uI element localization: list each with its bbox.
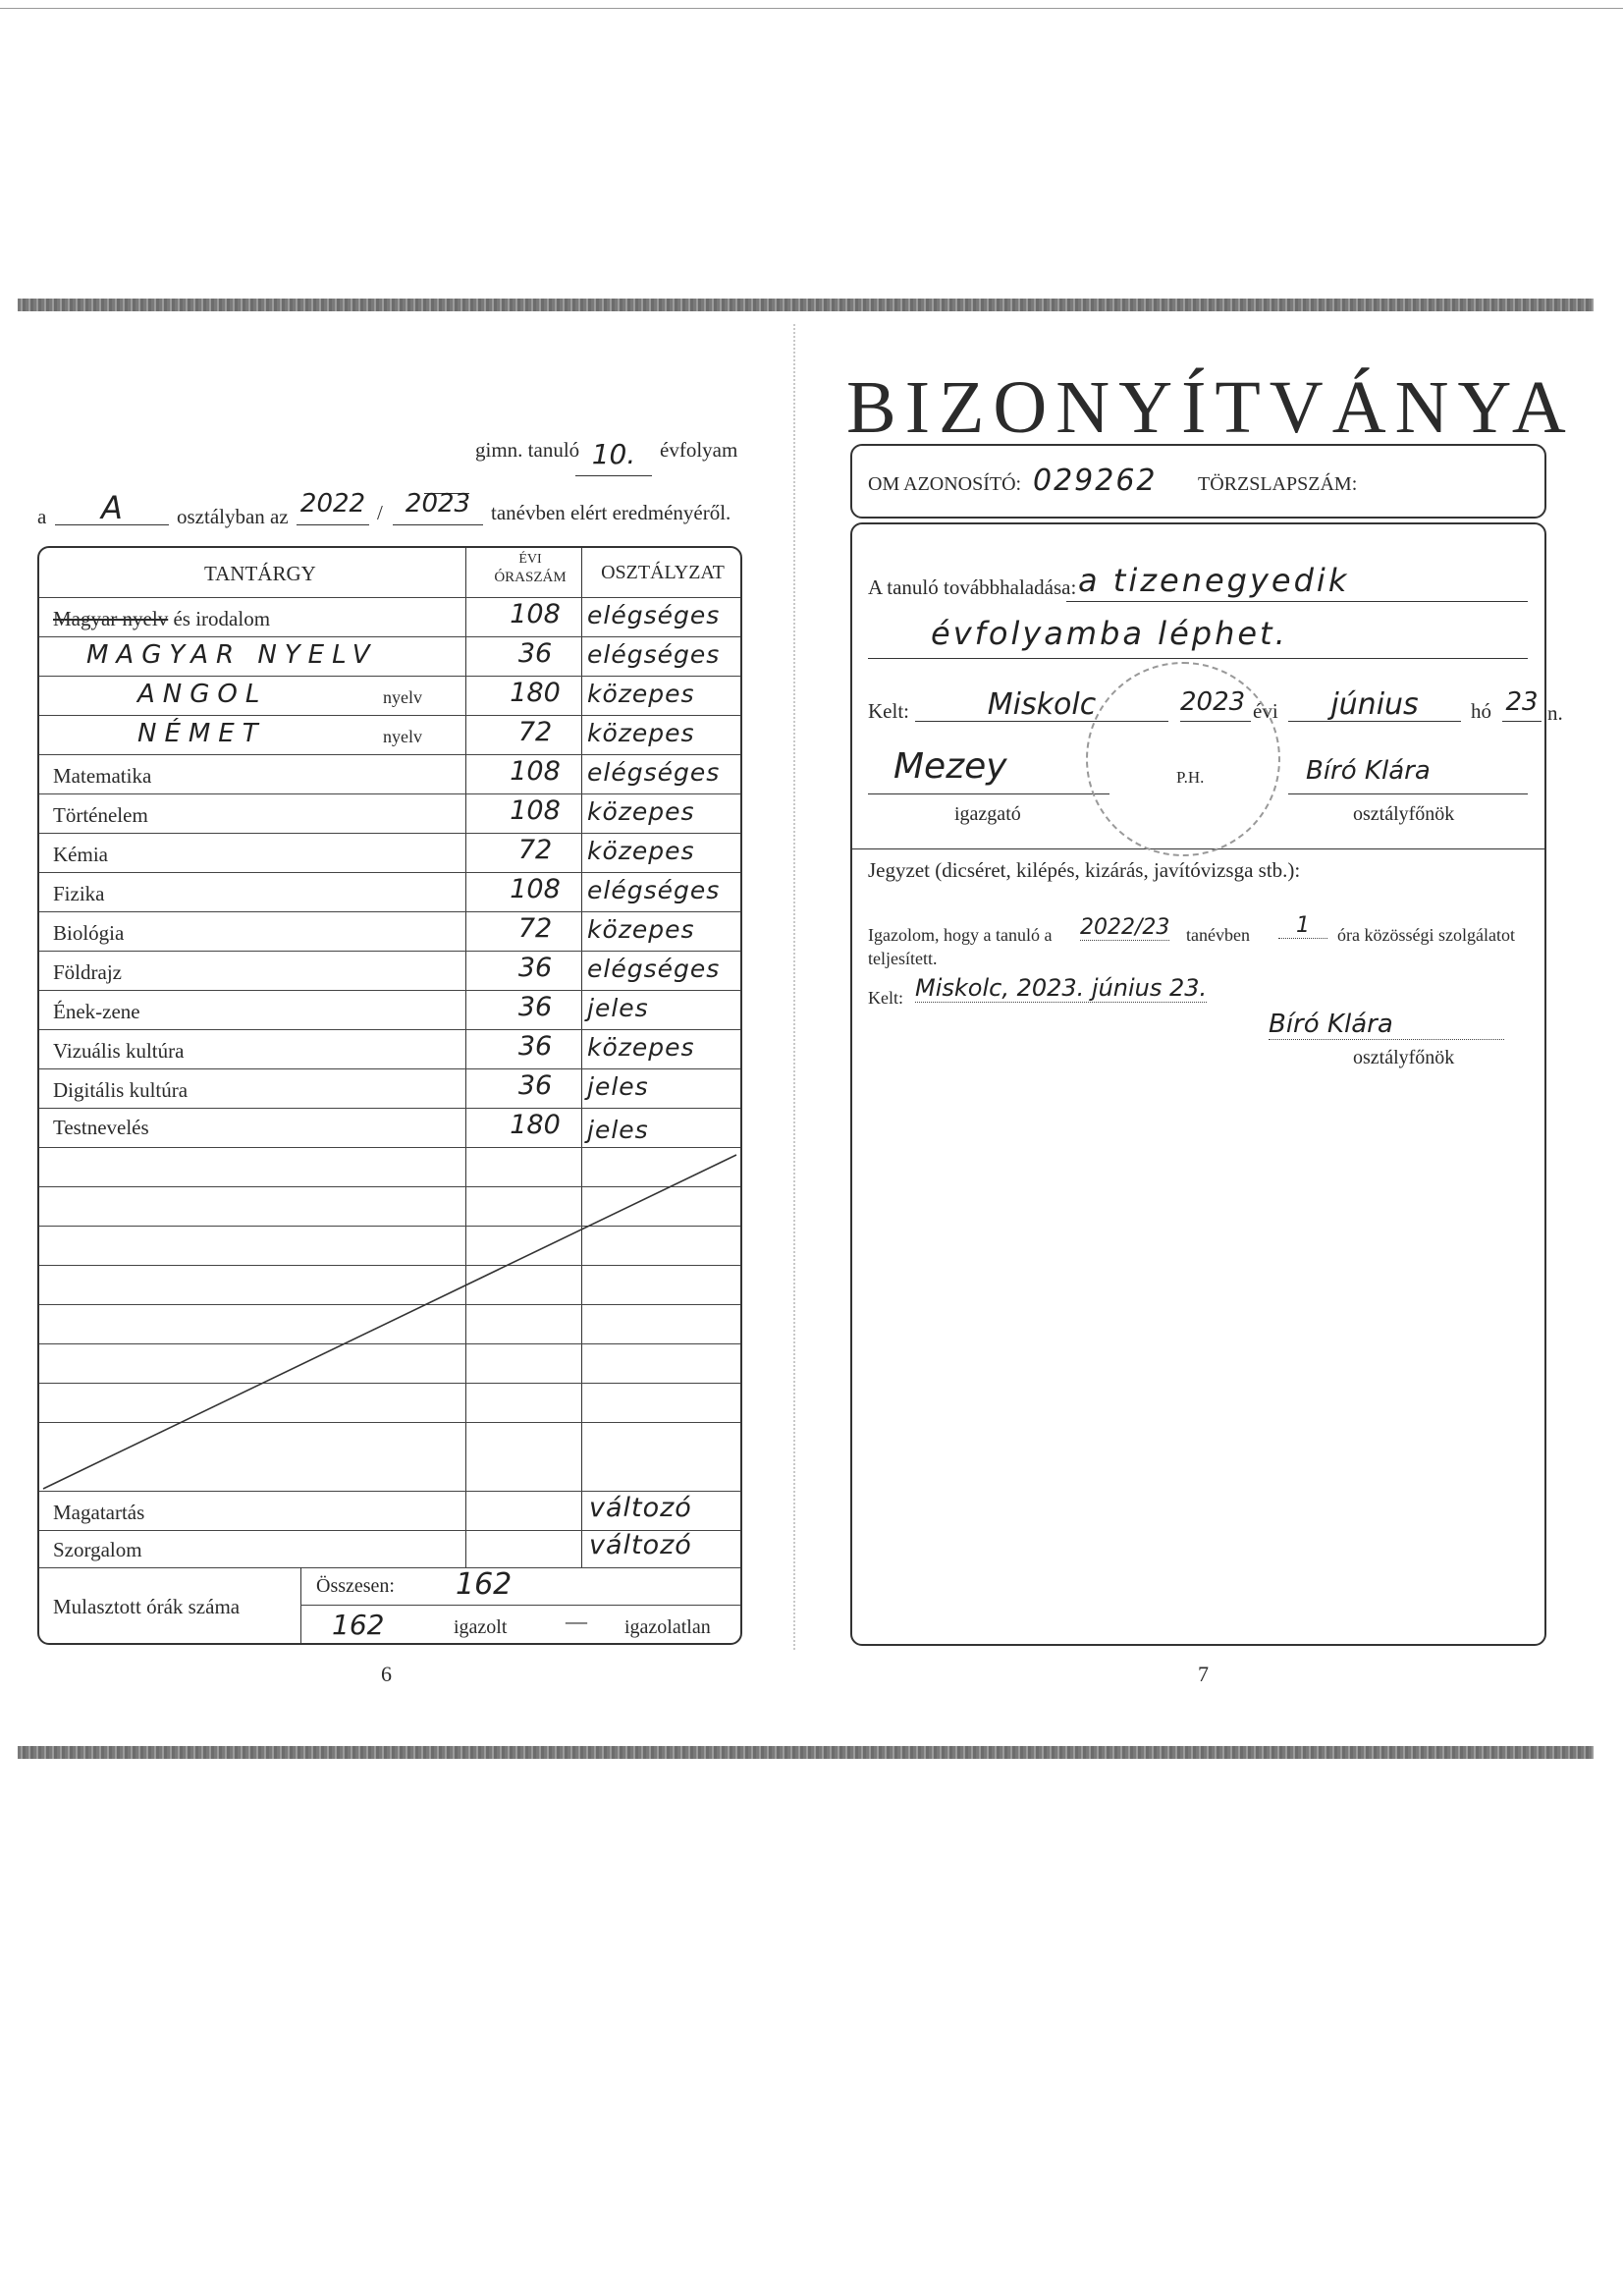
dated-day-field [1502, 687, 1542, 722]
nyelv-label: nyelv [383, 727, 422, 746]
om-id-box [850, 444, 1546, 519]
dated-month-value: június [1330, 687, 1419, 722]
justified-label: igazolt [454, 1616, 508, 1638]
conduct-value: változó [589, 1493, 692, 1523]
year-slash: / [377, 501, 383, 524]
table-row-subject: Ének-zene [53, 1000, 140, 1023]
table-row-grade: közepes [587, 837, 695, 865]
top-edge-line [0, 8, 1623, 9]
table-row-subject: MAGYAR NYELV [86, 640, 378, 670]
om-label: OM AZONOSÍTÓ: [868, 473, 1022, 495]
progress-line-2 [868, 617, 1528, 659]
table-row-subject: NÉMET [137, 719, 266, 748]
table-row-hours: 36 [517, 992, 553, 1022]
om-value: 029262 [1033, 464, 1158, 498]
osztalyban-label: osztályban az [177, 505, 289, 528]
table-row-hours: 72 [517, 913, 553, 944]
month-word: hó [1471, 699, 1491, 723]
service-teacher-label: osztályfőnök [1353, 1047, 1455, 1068]
page-number-left: 6 [381, 1662, 392, 1686]
diligence-value: változó [589, 1530, 692, 1560]
table-row-subject: Biológia [53, 921, 125, 945]
diligence-label: Szorgalom [53, 1538, 142, 1561]
certificate-title: BIZONYÍTVÁNYA [846, 366, 1575, 449]
teacher-signature-line [1288, 742, 1528, 794]
tanevben-label: tanévben elért eredményéről. [491, 501, 731, 524]
table-row-grade: közepes [587, 680, 695, 708]
progress-line-1 [1066, 562, 1528, 602]
table-row-hours: 72 [517, 717, 553, 747]
class-letter-value: A [101, 489, 123, 526]
absences-label: Mulasztott órák száma [53, 1595, 241, 1618]
a-label: a [37, 505, 47, 528]
dated-year-value: 2023 [1180, 687, 1246, 717]
table-row-hours: 36 [517, 638, 553, 669]
table-row-grade: közepes [587, 915, 695, 944]
service-prefix: Igazolom, hogy a tanuló a [868, 925, 1053, 945]
table-row-hours: 180 [510, 1110, 561, 1140]
cancel-diagonal [39, 548, 740, 1643]
service-hours: 1 [1278, 913, 1327, 939]
header-subject: TANTÁRGY [204, 562, 316, 585]
table-row-hours: 36 [517, 1070, 553, 1101]
row-line [39, 1567, 740, 1568]
table-row-grade: elégséges [587, 601, 721, 629]
year-to-value: 2023 [405, 489, 471, 519]
table-row-grade: elégséges [587, 640, 721, 669]
table-row-grade: közepes [587, 719, 695, 747]
unjustified-value: — [566, 1609, 587, 1633]
table-row-grade: elégséges [587, 876, 721, 904]
table-row-hours: 108 [510, 874, 561, 904]
progress-text-2: évfolyamba léphet. [931, 615, 1288, 652]
dated-label: Kelt: [868, 699, 909, 723]
table-row-grade: elégséges [587, 758, 721, 787]
subject-text: és irodalom [168, 607, 271, 630]
note-label: Jegyzet (dicséret, kilépés, kizárás, javítóvizsga stb.): [868, 858, 1301, 882]
service-dated-label: Kelt: [868, 988, 903, 1008]
page-number-right: 7 [1198, 1662, 1209, 1686]
table-row-grade: elégséges [587, 955, 721, 983]
table-row-hours: 72 [517, 835, 553, 865]
service-suffix2: teljesített. [868, 949, 938, 968]
table-row-subject: Digitális kultúra [53, 1078, 189, 1102]
register-label: TÖRZSLAPSZÁM: [1198, 473, 1358, 495]
dated-city-value: Miskolc [987, 687, 1097, 722]
class-letter-field [55, 489, 169, 526]
school-stamp-circle [1086, 662, 1280, 856]
table-row-subject: Fizika [53, 882, 105, 905]
total-value: 162 [456, 1567, 513, 1602]
year-to-field [393, 489, 483, 525]
dated-month-field [1288, 687, 1461, 722]
table-row-hours: 108 [510, 756, 561, 787]
top-binding-band [18, 299, 1594, 311]
table-row-subject: ANGOL [137, 680, 268, 709]
service-year: 2022/23 [1080, 915, 1170, 940]
table-row-grade: jeles [587, 994, 649, 1022]
progress-text-1: a tizenegyedik [1078, 562, 1350, 599]
principal-label: igazgató [954, 803, 1021, 825]
service-suffix: óra közösségi szolgálatot [1337, 925, 1515, 945]
table-row-subject: Matematika [53, 764, 152, 788]
progress-label: A tanuló továbbhaladása: [868, 575, 1077, 599]
grade-year-field [575, 438, 652, 476]
table-row-hours: 36 [517, 953, 553, 983]
year-from-value: 2022 [299, 489, 366, 519]
table-row-subject: Földrajz [53, 960, 122, 984]
principal-signature: Mezey [893, 746, 1007, 787]
total-label: Összesen: [316, 1575, 395, 1597]
service-mid: tanévben [1186, 925, 1250, 945]
service-dated: Miskolc, 2023. június 23. [915, 974, 1208, 1002]
year-from-field [297, 489, 369, 525]
absence-mid-line [300, 1605, 740, 1606]
table-row-hours: 36 [517, 1031, 553, 1062]
page-fold [793, 324, 795, 1650]
grades-table [37, 546, 742, 1645]
table-row-subject: Testnevelés [53, 1116, 149, 1139]
table-row-grade: közepes [587, 797, 695, 826]
evfolyam-label: évfolyam [660, 438, 738, 462]
justified-value: 162 [332, 1609, 385, 1641]
table-row-subject: Történelem [53, 803, 148, 827]
struck-subject: Magyar nyelv [53, 607, 169, 630]
principal-signature-line [868, 742, 1109, 794]
bottom-binding-band [18, 1746, 1594, 1759]
year-word: évi [1253, 699, 1278, 723]
conduct-label: Magatartás [53, 1501, 145, 1524]
table-row-subject: Vizuális kultúra [53, 1039, 185, 1063]
table-row-subject: Kémia [53, 843, 108, 866]
day-suffix: n. [1547, 701, 1563, 725]
table-row-grade: jeles [587, 1072, 649, 1101]
header-hours-bottom: ÓRASZÁM [494, 570, 567, 585]
teacher-label: osztályfőnök [1353, 803, 1455, 825]
table-row-hours: 108 [510, 599, 561, 629]
dated-day-value: 23 [1505, 687, 1539, 717]
grade-year-value: 10. [591, 438, 636, 470]
gimn-label: gimn. tanuló [475, 438, 580, 462]
header-hours-top: ÉVI [518, 552, 542, 567]
service-signature: Bíró Klára [1269, 1010, 1504, 1040]
nyelv-label: nyelv [383, 687, 422, 707]
unjustified-label: igazolatlan [624, 1616, 711, 1638]
teacher-signature: Bíró Klára [1306, 756, 1431, 786]
table-row-grade: jeles [587, 1116, 649, 1144]
table-row-hours: 180 [510, 678, 561, 708]
table-row-hours: 108 [510, 795, 561, 826]
table-row-grade: közepes [587, 1033, 695, 1062]
header-grade: OSZTÁLYZAT [601, 562, 725, 583]
row-line [39, 1491, 740, 1492]
ph-label: P.H. [1176, 768, 1205, 787]
